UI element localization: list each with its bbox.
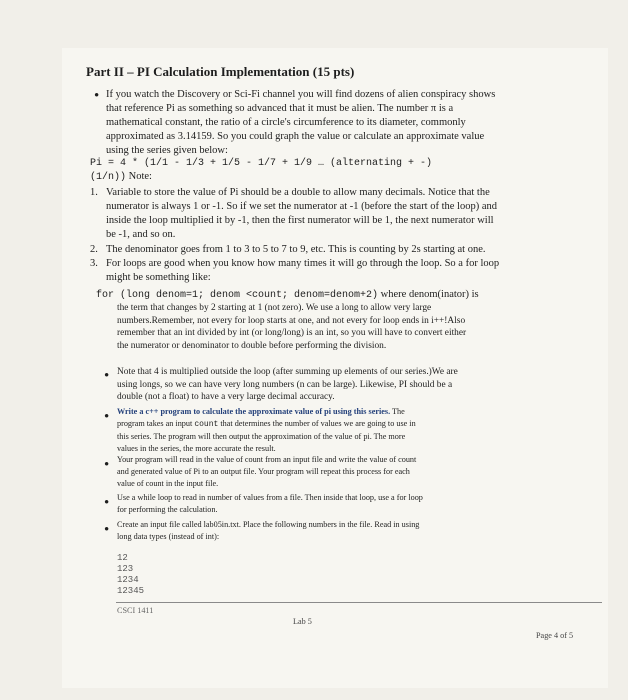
series-formula: Pi = 4 * (1/1 - 1/3 + 1/5 - 1/7 + 1/9 … (alternating + -) [90, 158, 433, 169]
bullet-write-program: Write a c++ program to calculate the approximate value of pi using this series. The program takes an input count that determines the number of values we are going to use in this series. The program will then output the approximation of the value of pi. The more values in the series, the more accurate the result. [117, 407, 416, 453]
bullet-dot: • [104, 368, 110, 384]
bullet-read-input: Your program will read in the value of count from an input file and write the value of count and generated value of Pi to an output file. Your program will repeat this process for each value of count in the input file. [117, 455, 417, 488]
numbered-item-3-text: For loops are good when you know how many times it will go through the loop. So a for loop might be something like: [106, 258, 500, 283]
intro-paragraph: If you watch the Discovery or Sci-Fi channel you will find dozens of alien conspiracy shows that reference Pi as something so advanced that it must be alien. The number π is a mathematical constant, the ratio of a circle's circumference to its diameter, commonly approximated as 3.14159. So you could graph the value or calculate an approximate value using the series given below: [106, 89, 496, 156]
input-number: 12 [117, 553, 128, 563]
numbered-item-2: 2. [90, 244, 98, 255]
numbered-item-2-text: The denominator goes from 1 to 3 to 5 to 7 to 9, etc. This is counting by 2s starting at one. [106, 244, 486, 255]
numbered-item-1-text: Variable to store the value of Pi should be a double to allow many decimals. Notice that the numerator is always 1 or -1. So if we set the numerator at -1 (before the start of the loop) and inside the loop multiplied it by -1, then the first numerator will be 1, the next numerator will be -1, and so on. [106, 187, 498, 240]
footer-page-number: Page 4 of 5 [536, 631, 574, 640]
footer-rule [116, 602, 602, 603]
bullet-dot: • [104, 409, 110, 425]
input-number: 1234 [117, 575, 139, 585]
footer-course: CSCI 1411 [117, 606, 154, 615]
input-number: 12345 [117, 586, 145, 596]
input-numbers-list [117, 553, 144, 597]
bullet-create-file: Create an input file called lab05in.txt. Place the following numbers in the file. Read in using long data types (instead of int): [117, 520, 420, 541]
numbered-item-1: 1. [90, 187, 98, 198]
footer-lab: Lab 5 [293, 617, 312, 626]
series-formula-continued: (1/n)) Note: [90, 171, 152, 183]
for-loop-explanation: the term that changes by 2 starting at 1 (not zero). We use a long to allow very large numbers.Remember, not every for loop starts at one, and not every for loop ends in i++!Also remember that an int divided by int (or long/long) is an int, so you will have to convert either the numerator or denominator to double before performing the division. [117, 303, 467, 351]
bullet-dot: • [94, 88, 100, 104]
bullet-dot: • [104, 457, 110, 473]
bullet-note-loop: Note that 4 is multiplied outside the loop (after summing up elements of our series.)We are using longs, so we can have very long numbers (n can be large). Likewise, PI should be a double (not a float) to have a very large decimal accuracy. [117, 367, 458, 402]
for-loop-line: for (long denom=1; denom <count; denom=denom+2) where denom(inator) is [96, 289, 479, 301]
bullet-while-loop: Use a while loop to read in number of values from a file. Then inside that loop, use a for loop for performing the calculation. [117, 493, 423, 514]
bullet-dot: • [104, 522, 110, 538]
bullet-dot: • [104, 495, 110, 511]
part-title: Part II – PI Calculation Implementation (15 pts) [86, 64, 355, 79]
numbered-item-3: 3. [90, 258, 98, 269]
input-number: 123 [117, 564, 134, 574]
